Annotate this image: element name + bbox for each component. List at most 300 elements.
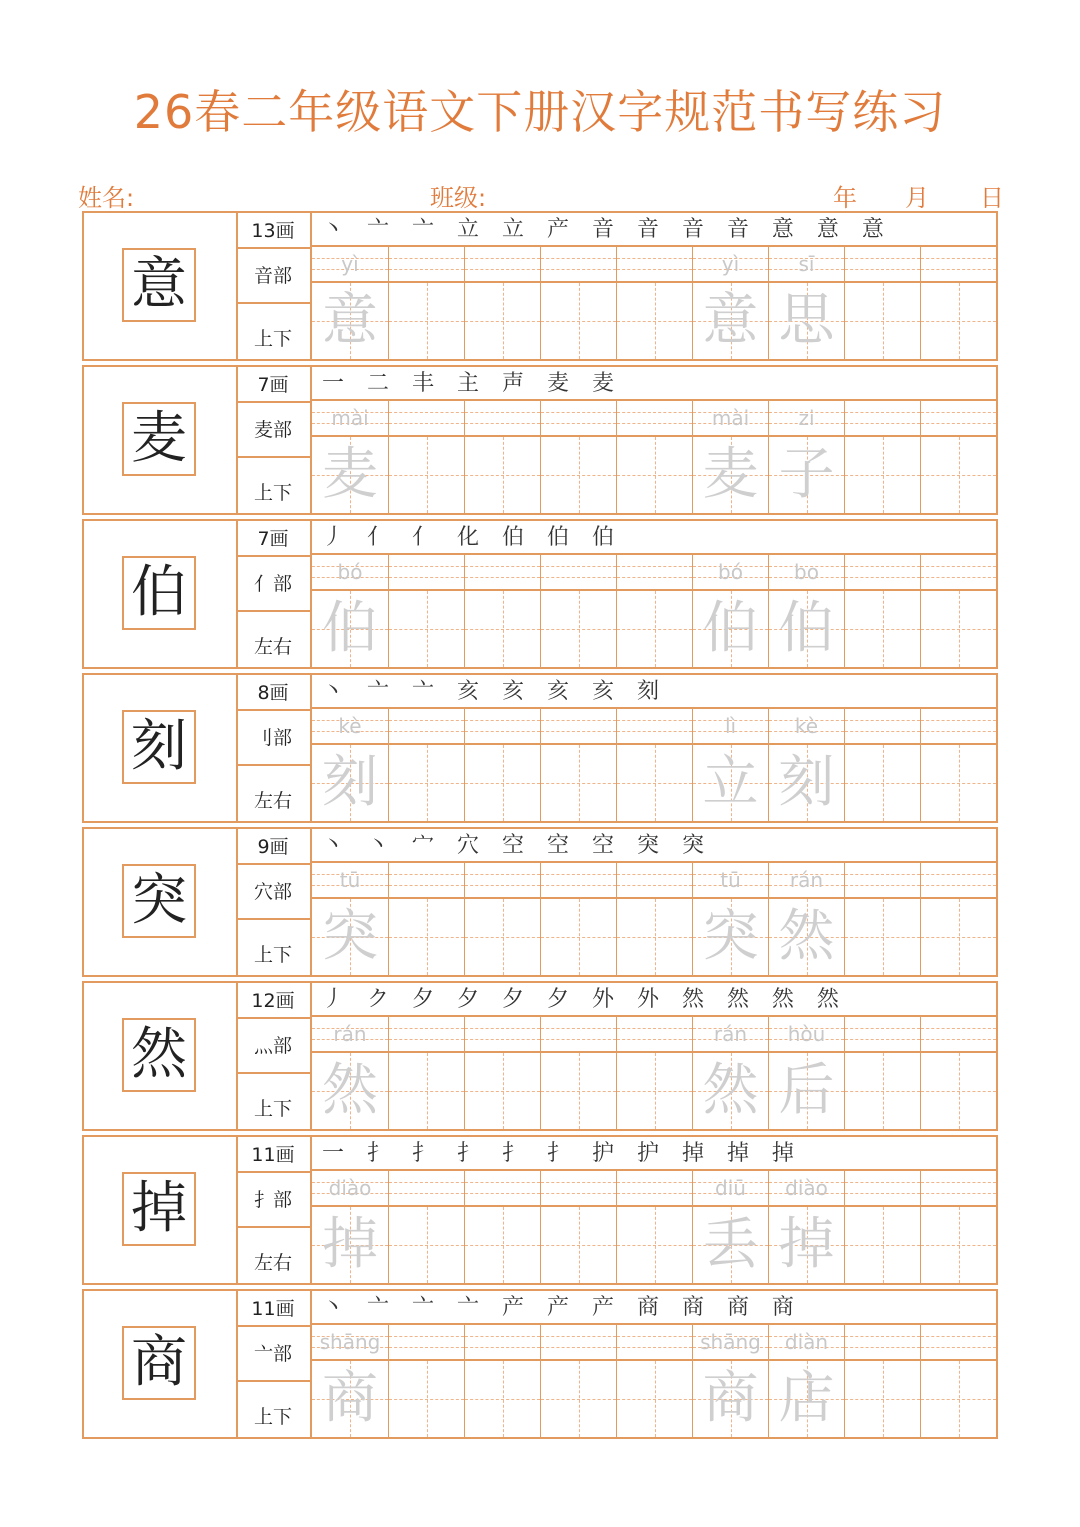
pinyin-zone <box>617 1325 692 1361</box>
writing-box[interactable] <box>845 1361 920 1437</box>
model-character-cell <box>84 521 238 667</box>
pinyin-guide-line <box>541 1347 616 1348</box>
writing-box[interactable] <box>541 1053 616 1129</box>
trace-character: 麦 <box>702 442 759 507</box>
practice-cell <box>920 555 996 667</box>
practice-cell <box>464 1325 540 1437</box>
pinyin-zone <box>389 1017 464 1053</box>
radical: 穴部 <box>236 865 312 920</box>
model-character-cell <box>84 367 238 513</box>
guide-line-vertical <box>959 1207 960 1283</box>
pinyin-label: diào <box>328 1176 372 1200</box>
pinyin-label: bó <box>718 560 743 584</box>
pinyin-zone <box>465 555 540 591</box>
practice-cell <box>388 863 464 975</box>
practice-cell <box>540 1017 616 1129</box>
guide-line-vertical <box>655 283 656 359</box>
pinyin-zone <box>921 1325 996 1361</box>
model-character-cell <box>84 1137 238 1283</box>
writing-box[interactable] <box>541 899 616 975</box>
character-block <box>82 519 998 669</box>
pinyin-guide-line <box>389 566 464 567</box>
writing-box[interactable] <box>921 437 996 513</box>
writing-box[interactable] <box>389 1053 464 1129</box>
pinyin-zone <box>693 1017 768 1053</box>
year-label: 年 <box>833 184 857 212</box>
writing-box[interactable] <box>617 745 692 821</box>
pinyin-zone <box>845 1325 920 1361</box>
model-character-cell <box>84 983 238 1129</box>
pinyin-guide-line <box>541 1336 616 1337</box>
pinyin-label: rán <box>789 868 824 892</box>
writing-grid <box>312 709 996 821</box>
pinyin-guide-line <box>617 412 692 413</box>
guide-line-vertical <box>959 283 960 359</box>
writing-box[interactable] <box>921 745 996 821</box>
writing-box[interactable] <box>541 437 616 513</box>
practice-cell <box>312 863 388 975</box>
writing-box[interactable] <box>465 437 540 513</box>
writing-box[interactable] <box>541 745 616 821</box>
pinyin-zone <box>921 247 996 283</box>
writing-box[interactable] <box>312 1053 388 1129</box>
writing-box[interactable] <box>312 745 388 821</box>
guide-line-vertical <box>503 1053 504 1129</box>
pinyin-zone <box>465 1017 540 1053</box>
practice-cell <box>388 709 464 821</box>
pinyin-zone <box>617 1171 692 1207</box>
practice-cell <box>312 247 388 359</box>
guide-line-vertical <box>883 899 884 975</box>
guide-line-vertical <box>579 745 580 821</box>
pinyin-guide-line <box>541 1028 616 1029</box>
pinyin-zone <box>769 709 844 745</box>
writing-box[interactable] <box>845 1207 920 1283</box>
guide-line-vertical <box>883 745 884 821</box>
writing-box[interactable] <box>465 1207 540 1283</box>
trace-character: 然 <box>702 1058 759 1123</box>
trace-character: 意 <box>322 288 378 353</box>
pinyin-guide-line <box>389 423 464 424</box>
writing-box[interactable] <box>389 283 464 359</box>
practice-cell <box>920 863 996 975</box>
pinyin-guide-line <box>921 731 996 732</box>
writing-box[interactable] <box>693 1053 768 1129</box>
pinyin-guide-line <box>921 1193 996 1194</box>
pinyin-guide-line <box>541 720 616 721</box>
trace-character: 立 <box>702 750 759 815</box>
writing-box[interactable] <box>389 1207 464 1283</box>
model-character-box <box>122 248 196 322</box>
pinyin-guide-line <box>465 720 540 721</box>
writing-box[interactable] <box>845 899 920 975</box>
practice-cell <box>768 863 844 975</box>
stroke-count: 11画 <box>236 1291 312 1327</box>
stroke-order: 丿 ク 夕 夕 夕 夕 外 外 然 然 然 然 <box>312 983 996 1017</box>
writing-box[interactable] <box>921 283 996 359</box>
model-character-cell <box>84 829 238 975</box>
pinyin-guide-line <box>617 1193 692 1194</box>
writing-box[interactable] <box>693 591 768 667</box>
practice-cell <box>616 555 692 667</box>
pinyin-zone <box>465 401 540 437</box>
writing-box[interactable] <box>312 283 388 359</box>
guide-line-vertical <box>427 591 428 667</box>
writing-box[interactable] <box>389 745 464 821</box>
stroke-order: 一 扌 扌 扌 扌 扌 护 护 掉 掉 掉 <box>312 1137 996 1171</box>
writing-box[interactable] <box>617 1207 692 1283</box>
stroke-order: 丶 亠 亠 亠 产 产 产 商 商 商 商 <box>312 1291 996 1325</box>
model-character-cell <box>84 1291 238 1437</box>
pinyin-guide-line <box>465 269 540 270</box>
pinyin-guide-line <box>465 412 540 413</box>
writing-box[interactable] <box>617 1053 692 1129</box>
pinyin-guide-line <box>845 1336 920 1337</box>
pinyin-zone <box>693 401 768 437</box>
trace-character: 伯 <box>702 596 759 661</box>
practice-cell <box>692 1017 768 1129</box>
pinyin-guide-line <box>389 1347 464 1348</box>
practice-cell <box>768 555 844 667</box>
practice-cell <box>920 1171 996 1283</box>
writing-box[interactable] <box>769 1361 844 1437</box>
pinyin-zone <box>312 555 388 591</box>
pinyin-guide-line <box>465 577 540 578</box>
guide-line-vertical <box>959 591 960 667</box>
writing-box[interactable] <box>693 283 768 359</box>
pinyin-zone <box>389 401 464 437</box>
pinyin-guide-line <box>389 269 464 270</box>
guide-line-vertical <box>959 745 960 821</box>
pinyin-label: sī <box>798 252 815 276</box>
writing-box[interactable] <box>312 899 388 975</box>
guide-line-vertical <box>883 1053 884 1129</box>
name-label: 姓名: <box>78 184 135 212</box>
model-character: 掉 <box>131 1176 187 1241</box>
trace-character: 麦 <box>322 442 378 507</box>
practice-cell <box>312 555 388 667</box>
guide-line-vertical <box>655 591 656 667</box>
pinyin-guide-line <box>541 577 616 578</box>
pinyin-guide-line <box>921 1028 996 1029</box>
writing-box[interactable] <box>312 591 388 667</box>
pinyin-zone <box>617 401 692 437</box>
practice-cell <box>844 401 920 513</box>
writing-box[interactable] <box>693 899 768 975</box>
writing-box[interactable] <box>465 899 540 975</box>
writing-box[interactable] <box>769 1053 844 1129</box>
writing-box[interactable] <box>845 437 920 513</box>
pinyin-zone <box>845 247 920 283</box>
stroke-order: 一 二 丰 主 声 麦 麦 <box>312 367 996 401</box>
trace-character: 丢 <box>702 1212 759 1277</box>
practice-cell <box>312 401 388 513</box>
writing-box[interactable] <box>312 1207 388 1283</box>
practice-cell <box>540 555 616 667</box>
pinyin-guide-line <box>465 566 540 567</box>
pinyin-label: tū <box>339 868 361 892</box>
practice-cell <box>692 401 768 513</box>
pinyin-label: tū <box>720 868 741 892</box>
pinyin-zone <box>541 401 616 437</box>
writing-box[interactable] <box>693 745 768 821</box>
writing-box[interactable] <box>312 437 388 513</box>
pinyin-guide-line <box>921 874 996 875</box>
practice-cell <box>768 1325 844 1437</box>
practice-cell <box>844 247 920 359</box>
stroke-count: 11画 <box>236 1137 312 1173</box>
model-character: 麦 <box>131 406 187 471</box>
pinyin-zone <box>389 1171 464 1207</box>
practice-cell <box>920 709 996 821</box>
day-label: 日 <box>980 184 1004 212</box>
radical: 麦部 <box>236 403 312 458</box>
pinyin-guide-line <box>389 1193 464 1194</box>
practice-cell <box>616 863 692 975</box>
pinyin-zone <box>389 555 464 591</box>
writing-box[interactable] <box>921 1207 996 1283</box>
pinyin-zone <box>389 863 464 899</box>
practice-cell <box>920 1017 996 1129</box>
pinyin-guide-line <box>921 1347 996 1348</box>
writing-box[interactable] <box>693 1361 768 1437</box>
writing-box[interactable] <box>693 437 768 513</box>
model-character-box <box>122 864 196 938</box>
pinyin-zone <box>312 401 388 437</box>
writing-box[interactable] <box>769 283 844 359</box>
class-label: 班级: <box>430 184 487 212</box>
writing-box[interactable] <box>921 1361 996 1437</box>
practice-cell <box>768 401 844 513</box>
practice-cell <box>616 401 692 513</box>
stroke-order: 丶 丶 宀 穴 空 空 空 突 突 <box>312 829 996 863</box>
writing-box[interactable] <box>541 591 616 667</box>
writing-box[interactable] <box>465 591 540 667</box>
structure: 上下 <box>236 920 312 975</box>
model-character-box <box>122 556 196 630</box>
pinyin-zone <box>541 709 616 745</box>
guide-line-vertical <box>959 899 960 975</box>
pinyin-guide-line <box>541 1193 616 1194</box>
practice-cell <box>388 247 464 359</box>
guide-line-vertical <box>579 437 580 513</box>
practice-cell <box>312 1171 388 1283</box>
pinyin-label: shāng <box>319 1330 381 1354</box>
pinyin-label: diàn <box>784 1330 829 1354</box>
pinyin-guide-line <box>845 566 920 567</box>
stroke-order: 丶 亠 亠 亥 亥 亥 亥 刻 <box>312 675 996 709</box>
trace-character: 掉 <box>778 1212 835 1277</box>
pinyin-guide-line <box>465 1336 540 1337</box>
pinyin-guide-line <box>845 1028 920 1029</box>
practice-cell <box>692 863 768 975</box>
writing-grid <box>312 401 996 513</box>
pinyin-label: bo <box>794 560 819 584</box>
pinyin-guide-line <box>921 1182 996 1183</box>
pinyin-label: kè <box>338 714 362 738</box>
pinyin-guide-line <box>617 720 692 721</box>
writing-box[interactable] <box>465 1361 540 1437</box>
practice-cell <box>388 555 464 667</box>
pinyin-guide-line <box>541 1182 616 1183</box>
practice-cell <box>692 1171 768 1283</box>
pinyin-zone <box>541 247 616 283</box>
trace-character: 子 <box>778 442 835 507</box>
practice-cell <box>540 401 616 513</box>
pinyin-guide-line <box>465 1028 540 1029</box>
pinyin-guide-line <box>617 1028 692 1029</box>
guide-line-vertical <box>655 745 656 821</box>
guide-line-vertical <box>883 437 884 513</box>
writing-box[interactable] <box>769 591 844 667</box>
practice-cell <box>388 1017 464 1129</box>
writing-box[interactable] <box>389 437 464 513</box>
writing-box[interactable] <box>312 1361 388 1437</box>
pinyin-guide-line <box>845 258 920 259</box>
model-character-box <box>122 1326 196 1400</box>
pinyin-guide-line <box>389 1182 464 1183</box>
structure: 上下 <box>236 1382 312 1437</box>
pinyin-label: shāng <box>700 1330 761 1354</box>
practice-cell <box>540 1171 616 1283</box>
writing-box[interactable] <box>769 1207 844 1283</box>
practice-cell <box>692 555 768 667</box>
writing-box[interactable] <box>389 899 464 975</box>
radical: 亠部 <box>236 1327 312 1382</box>
trace-character: 然 <box>322 1058 378 1123</box>
writing-box[interactable] <box>845 591 920 667</box>
pinyin-guide-line <box>617 731 692 732</box>
writing-box[interactable] <box>389 591 464 667</box>
character-block <box>82 981 998 1131</box>
pinyin-zone <box>921 401 996 437</box>
practice-cell <box>388 1171 464 1283</box>
guide-line-vertical <box>883 1361 884 1437</box>
writing-box[interactable] <box>617 437 692 513</box>
page-title: 26春二年级语文下册汉字规范书写练习 <box>133 85 947 139</box>
writing-grid <box>312 1017 996 1129</box>
writing-grid <box>312 863 996 975</box>
pinyin-label: kè <box>794 714 819 738</box>
pinyin-zone <box>693 709 768 745</box>
pinyin-guide-line <box>921 423 996 424</box>
pinyin-guide-line <box>617 423 692 424</box>
practice-cell <box>312 1017 388 1129</box>
writing-box[interactable] <box>769 745 844 821</box>
pinyin-guide-line <box>617 258 692 259</box>
guide-line-vertical <box>503 1207 504 1283</box>
writing-box[interactable] <box>465 283 540 359</box>
writing-box[interactable] <box>845 1053 920 1129</box>
pinyin-guide-line <box>845 1039 920 1040</box>
pinyin-guide-line <box>541 566 616 567</box>
writing-box[interactable] <box>541 1207 616 1283</box>
practice-cell <box>540 709 616 821</box>
pinyin-label: bó <box>337 560 363 584</box>
character-block <box>82 211 998 361</box>
guide-line-vertical <box>579 283 580 359</box>
pinyin-zone <box>465 1325 540 1361</box>
pinyin-guide-line <box>541 412 616 413</box>
pinyin-zone <box>769 1171 844 1207</box>
pinyin-zone <box>617 247 692 283</box>
writing-box[interactable] <box>617 591 692 667</box>
character-block <box>82 1289 998 1439</box>
pinyin-guide-line <box>389 1039 464 1040</box>
pinyin-guide-line <box>541 885 616 886</box>
pinyin-guide-line <box>465 258 540 259</box>
pinyin-guide-line <box>845 874 920 875</box>
pinyin-guide-line <box>465 1193 540 1194</box>
guide-line-vertical <box>503 591 504 667</box>
pinyin-guide-line <box>845 731 920 732</box>
pinyin-guide-line <box>845 720 920 721</box>
pinyin-guide-line <box>389 577 464 578</box>
pinyin-zone <box>465 863 540 899</box>
trace-character: 掉 <box>322 1212 378 1277</box>
practice-cell <box>844 863 920 975</box>
pinyin-guide-line <box>617 1336 692 1337</box>
trace-character: 伯 <box>322 596 378 661</box>
writing-box[interactable] <box>845 745 920 821</box>
model-character: 然 <box>131 1022 187 1087</box>
pinyin-guide-line <box>541 731 616 732</box>
practice-cell <box>540 1325 616 1437</box>
writing-box[interactable] <box>541 1361 616 1437</box>
pinyin-guide-line <box>389 874 464 875</box>
writing-box[interactable] <box>465 745 540 821</box>
writing-box[interactable] <box>541 283 616 359</box>
practice-cell <box>312 709 388 821</box>
pinyin-guide-line <box>617 874 692 875</box>
practice-cell <box>464 1171 540 1283</box>
practice-cell <box>920 1325 996 1437</box>
writing-box[interactable] <box>769 899 844 975</box>
pinyin-zone <box>693 863 768 899</box>
pinyin-guide-line <box>845 423 920 424</box>
pinyin-zone <box>845 1017 920 1053</box>
practice-cell <box>464 863 540 975</box>
writing-box[interactable] <box>921 899 996 975</box>
pinyin-guide-line <box>465 1039 540 1040</box>
guide-line-vertical <box>655 1361 656 1437</box>
writing-box[interactable] <box>617 283 692 359</box>
practice-cell <box>616 1325 692 1437</box>
pinyin-guide-line <box>465 874 540 875</box>
pinyin-zone <box>617 1017 692 1053</box>
writing-box[interactable] <box>845 283 920 359</box>
writing-box[interactable] <box>617 899 692 975</box>
stroke-count: 7画 <box>236 367 312 403</box>
stroke-count: 9画 <box>236 829 312 865</box>
practice-cell <box>844 1171 920 1283</box>
writing-box[interactable] <box>617 1361 692 1437</box>
writing-box[interactable] <box>769 437 844 513</box>
writing-box[interactable] <box>693 1207 768 1283</box>
writing-box[interactable] <box>465 1053 540 1129</box>
practice-cell <box>844 709 920 821</box>
pinyin-zone <box>617 709 692 745</box>
guide-line-vertical <box>883 591 884 667</box>
pinyin-zone <box>617 863 692 899</box>
pinyin-guide-line <box>389 1336 464 1337</box>
writing-box[interactable] <box>921 591 996 667</box>
radical: 音部 <box>236 249 312 304</box>
trace-character: 伯 <box>778 596 835 661</box>
writing-box[interactable] <box>921 1053 996 1129</box>
pinyin-zone <box>769 1325 844 1361</box>
writing-box[interactable] <box>389 1361 464 1437</box>
